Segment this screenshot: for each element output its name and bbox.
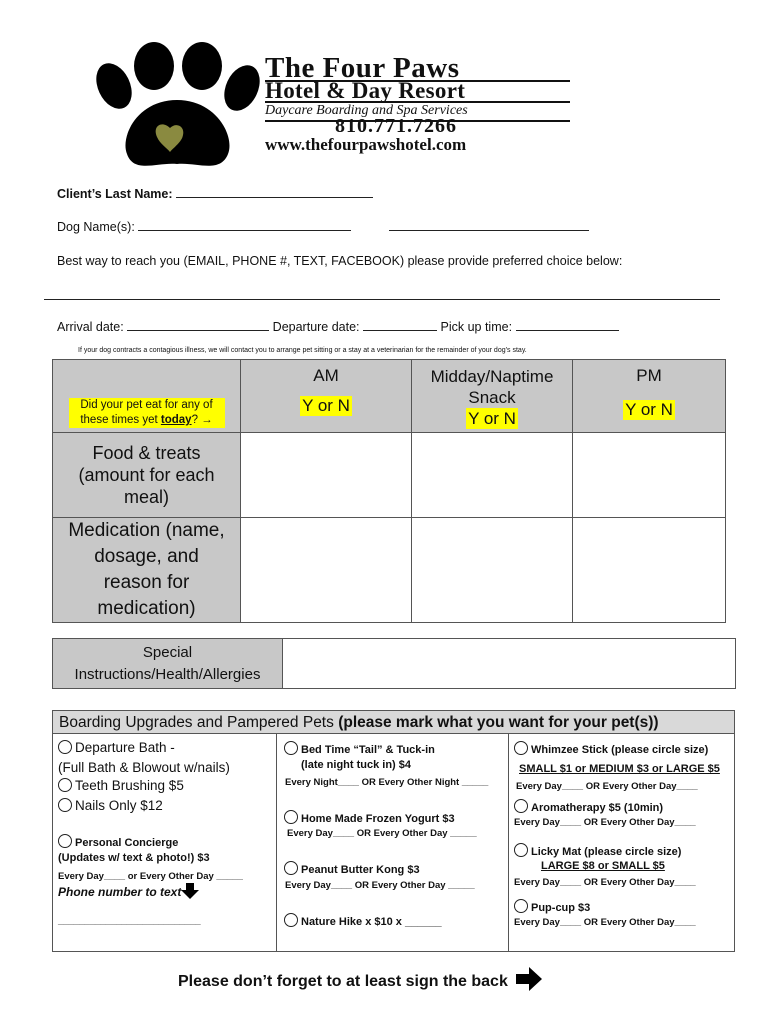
feeding-question: Did your pet eat for any of these times yet today? → [69, 398, 225, 428]
client-last-name-label: Client’s Last Name: [57, 187, 173, 201]
arrival-label: Arrival date: [57, 320, 124, 334]
special-instructions-table [52, 638, 736, 689]
nature-hike-option[interactable]: Nature Hike x $10 x ______ [284, 913, 442, 928]
concierge-sub: (Updates w/ text & photo!) $3 [58, 852, 210, 864]
kong-option[interactable]: Peanut Butter Kong $3 [284, 861, 420, 876]
kong-frequency[interactable]: Every Day____ OR Every Other Day _____ [285, 880, 475, 891]
concierge-frequency[interactable]: Every Day____ or Every Other Day _____ [58, 871, 243, 882]
upgrades-header [52, 710, 735, 734]
radio-icon[interactable] [58, 740, 72, 754]
col-midday-label: Midday/Naptime Snack [430, 367, 554, 407]
teeth-brushing-option[interactable]: Teeth Brushing $5 [58, 778, 184, 793]
food-treats-label: Food & treats (amount for each meal) [53, 433, 241, 518]
radio-icon[interactable] [284, 861, 298, 875]
phone-prompt: Phone number to text [58, 883, 199, 899]
arrow-right-icon [516, 967, 542, 991]
radio-icon[interactable] [514, 899, 528, 913]
departure-date-field[interactable] [363, 330, 437, 331]
paw-logo-icon [92, 42, 262, 177]
col-pm-label: PM [636, 366, 662, 385]
food-pm-cell[interactable] [573, 433, 726, 518]
feeding-question-cell [53, 360, 241, 433]
contact-field[interactable] [44, 299, 720, 300]
licky-mat-frequency[interactable]: Every Day____ OR Every Other Day____ [514, 877, 696, 888]
pup-cup-frequency[interactable]: Every Day____ OR Every Other Day____ [514, 917, 696, 928]
licky-mat-sizes[interactable]: LARGE $8 or SMALL $5 [541, 860, 665, 872]
radio-icon[interactable] [58, 778, 72, 792]
whimzee-frequency[interactable]: Every Day____ OR Every Other Day____ [516, 781, 698, 792]
arrow-down-icon [181, 883, 199, 899]
client-last-name-row [57, 187, 373, 201]
upgrades-title: Boarding Upgrades and Pampered Pets [59, 714, 339, 731]
business-subtitle: Hotel & Day Resort [265, 78, 466, 103]
business-phone: 810.771.7266 [335, 115, 457, 137]
concierge-option[interactable]: Personal Concierge [58, 834, 178, 849]
client-last-name-field[interactable] [176, 197, 373, 198]
frozen-yogurt-option[interactable]: Home Made Frozen Yogurt $3 [284, 810, 455, 825]
aromatherapy-frequency[interactable]: Every Day____ OR Every Other Day____ [514, 817, 696, 828]
col-pm [573, 360, 726, 433]
dog-names-row [57, 220, 589, 234]
bedtime-option[interactable]: Bed Time “Tail” & Tuck-in [284, 741, 435, 756]
radio-icon[interactable] [284, 741, 298, 755]
radio-icon[interactable] [514, 799, 528, 813]
whimzee-option[interactable]: Whimzee Stick (please circle size) [514, 741, 708, 756]
departure-bath-option[interactable]: Departure Bath - [58, 740, 175, 755]
bedtime-sub: (late night tuck in) $4 [301, 759, 412, 771]
medication-label: Medication (name, dosage, and reason for medication) [53, 518, 241, 623]
phone-number-field[interactable]: ___________________________ [58, 916, 201, 927]
departure-label: Departure date: [272, 320, 360, 334]
food-midday-cell[interactable] [412, 433, 573, 518]
am-yn[interactable]: Y or N [302, 396, 350, 415]
nails-option[interactable]: Nails Only $12 [58, 798, 163, 813]
feeding-table [52, 359, 726, 623]
sign-back-reminder: Please don’t forget to at least sign the back [178, 967, 542, 991]
pickup-label: Pick up time: [440, 320, 513, 334]
upgrades-title-bold: (please mark what you want for your pet(s)) [338, 714, 659, 731]
contact-prompt: Best way to reach you (EMAIL, PHONE #, TEXT, FACEBOOK) please provide preferred choice below: [57, 254, 623, 268]
medication-midday-cell[interactable] [412, 518, 573, 623]
radio-icon[interactable] [58, 834, 72, 848]
licky-mat-option[interactable]: Licky Mat (please circle size) [514, 843, 681, 858]
col-midday [412, 360, 573, 433]
full-bath-text: (Full Bath & Blowout w/nails) [58, 760, 230, 775]
radio-icon[interactable] [284, 810, 298, 824]
frozen-yogurt-frequency[interactable]: Every Day____ OR Every Other Day _____ [287, 828, 477, 839]
whimzee-sizes[interactable]: SMALL $1 or MEDIUM $3 or LARGE $5 [519, 763, 720, 775]
business-website: www.thefourpawshotel.com [265, 135, 467, 154]
special-instructions-label: Special Instructions/Health/Allergies [53, 639, 283, 689]
illness-notice: If your dog contracts a contagious illness, we will contact you to arrange pet sitting or a stay at a veterinarian for the remainder of your dog’s stay. [78, 347, 527, 354]
col-am-label: AM [313, 366, 339, 385]
bedtime-frequency[interactable]: Every Night____ OR Every Other Night _____ [285, 777, 489, 788]
medication-pm-cell[interactable] [573, 518, 726, 623]
dog-name-field-1[interactable] [138, 230, 351, 231]
upgrades-divider [508, 734, 509, 951]
pm-yn[interactable]: Y or N [625, 400, 673, 419]
dog-name-field-2[interactable] [389, 230, 589, 231]
business-name: The Four Paws [265, 52, 460, 84]
business-tagline: Daycare Boarding and Spa Services [265, 103, 468, 118]
pickup-time-field[interactable] [516, 330, 619, 331]
col-am [241, 360, 412, 433]
dog-names-label: Dog Name(s): [57, 220, 135, 234]
medication-am-cell[interactable] [241, 518, 412, 623]
dates-row [57, 320, 619, 334]
radio-icon[interactable] [284, 913, 298, 927]
midday-yn[interactable]: Y or N [468, 409, 516, 428]
special-instructions-field[interactable] [283, 639, 736, 689]
arrival-date-field[interactable] [127, 330, 269, 331]
radio-icon[interactable] [514, 741, 528, 755]
radio-icon[interactable] [58, 798, 72, 812]
pup-cup-option[interactable]: Pup-cup $3 [514, 899, 590, 914]
food-am-cell[interactable] [241, 433, 412, 518]
upgrades-divider [276, 734, 277, 951]
radio-icon[interactable] [514, 843, 528, 857]
aromatherapy-option[interactable]: Aromatherapy $5 (10min) [514, 799, 663, 814]
